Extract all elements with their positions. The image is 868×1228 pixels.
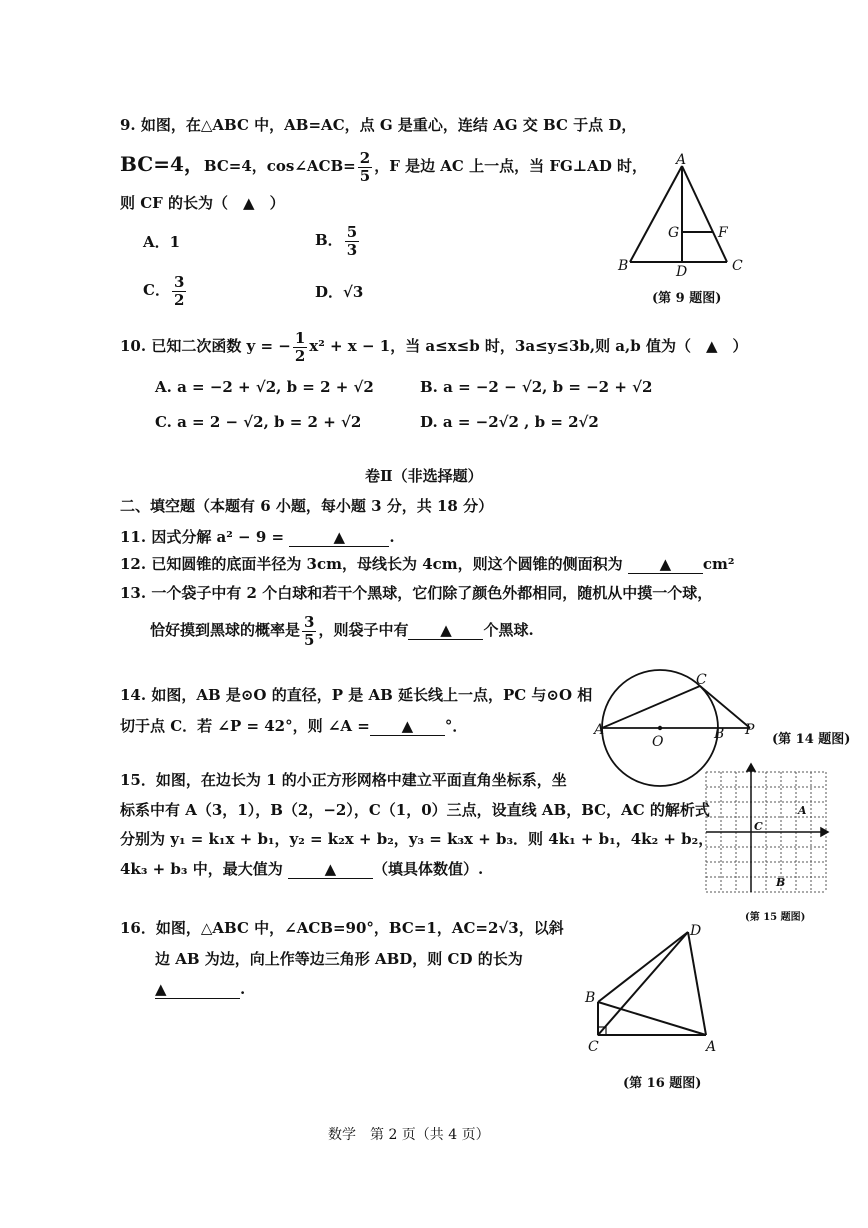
- q10-stem: 10. 已知二次函数 y = − $\frac{1}{2}$ x² + x − 1，当 a≤x≤b 时，3a≤y≤3b,则 a,b 值为（ ▲ ）: [120, 329, 748, 365]
- q10-option-b: B. a = −2 − √2, b = −2 + √2: [420, 378, 653, 396]
- q15-x-arrow: [821, 828, 828, 836]
- q14-answer-blank: ▲: [370, 717, 445, 736]
- q12-answer-blank: ▲: [628, 555, 703, 574]
- q15-line3: 分别为 y₁ = k₁x + b₁，y₂ = k₂x + b₂，y₃ = k₃x + b₃．则 4k₁ + b₁，4k₂ + b₂，: [120, 830, 714, 848]
- q16-triangle-figure: [582, 920, 732, 1060]
- q16-line2: 边 AB 为边，向上作等边三角形 ABD，则 CD 的长为: [155, 950, 523, 968]
- q16-label-c: C: [588, 1039, 599, 1055]
- q9-cos-fraction: $\frac{2}{5}$: [359, 149, 371, 185]
- q15-label-c: C: [754, 820, 763, 833]
- q15-label-a: A: [798, 804, 807, 817]
- q9-line2-a: BC=4，cos∠ACB=: [203, 157, 356, 175]
- q11-answer-blank: ▲: [289, 528, 389, 547]
- q9-line2-big: BC=4，: [120, 152, 204, 176]
- q16-line1: 16．如图，△ABC 中，∠ACB=90°，BC=1，AC=2√3，以斜: [120, 919, 564, 937]
- q14-label-p: P: [745, 722, 755, 738]
- q9-option-c: C． $\frac{3}{2}$: [143, 273, 185, 309]
- q15-line2: 标系中有 A（3，1），B（2，−2），C（1，0）三点，设直线 AB，BC，AC 的解析式: [120, 801, 710, 819]
- q16-label-a: A: [706, 1039, 717, 1055]
- q9-label-c: C: [732, 258, 743, 274]
- q14-label-o: O: [652, 734, 664, 750]
- q10-option-d: D. a = −2√2 , b = 2√2: [420, 413, 599, 431]
- q9-label-f: F: [718, 225, 728, 241]
- q14-label-c: C: [696, 672, 707, 688]
- q10-option-a: A. a = −2 + √2, b = 2 + √2: [155, 378, 374, 396]
- q14-label-b: B: [714, 726, 725, 742]
- q9-label-g: G: [668, 225, 680, 241]
- q10-option-c: C. a = 2 − √2, b = 2 + √2: [155, 413, 362, 431]
- q16-line-cd: [598, 932, 688, 1035]
- q14-center-point: [658, 726, 662, 730]
- section-title: 卷Ⅱ（非选择题）: [365, 467, 483, 485]
- q9-label-b: B: [618, 258, 629, 274]
- q12: 12. 已知圆锥的底面半径为 3cm，母线长为 4cm，则这个圆锥的侧面积为 ▲ cm²: [120, 555, 735, 573]
- q9-option-a: A．1: [143, 233, 181, 251]
- q14-line-pc: [700, 686, 750, 728]
- q16-label-d: D: [690, 923, 702, 939]
- q14-line2: 切于点 C．若 ∠P = 42°，则 ∠A = ▲ °．: [120, 717, 468, 735]
- q16-line-da: [688, 932, 706, 1035]
- q16-answer: ▲ .: [155, 980, 246, 998]
- q15-caption: (第 15 题图): [745, 912, 806, 923]
- q14-line1: 14. 如图，AB 是⊙O 的直径，P 是 AB 延长线上一点，PC 与⊙O 相: [120, 686, 593, 704]
- q9-option-b: B． $\frac{5}{3}$: [315, 223, 358, 259]
- q13-line1: 13. 一个袋子中有 2 个白球和若干个黑球，它们除了颜色外都相同，随机从中摸一个球，: [120, 584, 713, 602]
- q14-line-ac: [602, 686, 700, 728]
- q9-label-a: A: [676, 152, 687, 168]
- q16-line-bd: [598, 932, 688, 1002]
- q16-answer-blank: ▲: [155, 980, 240, 999]
- q15-line4: 4k₃ + b₃ 中，最大值为 ▲ （填具体数值）.: [120, 860, 484, 878]
- q16-caption: (第 16 题图): [623, 1076, 702, 1091]
- q11: 11. 因式分解 a² − 9 = ▲ .: [120, 528, 395, 546]
- q9-triangle-figure: [612, 150, 762, 280]
- q13-answer-blank: ▲: [408, 621, 483, 640]
- q14-label-a: A: [594, 722, 605, 738]
- q15-grid-figure: [702, 762, 832, 894]
- q9-caption: (第 9 题图): [652, 291, 722, 306]
- q15-label-b: B: [776, 876, 786, 889]
- q15-line1: 15．如图，在边长为 1 的小正方形网格中建立平面直角坐标系，坐: [120, 771, 567, 789]
- q9-label-d: D: [676, 264, 688, 280]
- q9-line3: 则 CF 的长为（ ▲ ）: [120, 194, 285, 212]
- q16-label-b: B: [585, 990, 596, 1006]
- q14-caption: (第 14 题图): [772, 732, 851, 747]
- q9-line-ab: [630, 166, 682, 262]
- q9-line-ac: [682, 166, 727, 262]
- q15-answer-blank: ▲: [288, 860, 373, 879]
- q15-y-arrow: [747, 764, 755, 771]
- q13-line2: 恰好摸到黑球的概率是 $\frac{3}{5}$ ，则袋子中有 ▲ 个黑球.: [150, 613, 534, 649]
- section-heading: 二、填空题（本题有 6 小题，每小题 3 分，共 18 分）: [120, 497, 494, 515]
- q9-line2-b: ，F 是边 AC 上一点，当 FG⊥AD 时，: [374, 157, 648, 175]
- q9-line2: [120, 150, 647, 184]
- q9-line1: 9. 如图，在△ABC 中，AB=AC，点 G 是重心，连结 AG 交 BC 于点 D，: [120, 116, 637, 134]
- q16-line-ab: [598, 1002, 706, 1035]
- page-footer: 数学 第 2 页（共 4 页）: [328, 1127, 490, 1143]
- q9-option-d: D．√3: [315, 283, 364, 301]
